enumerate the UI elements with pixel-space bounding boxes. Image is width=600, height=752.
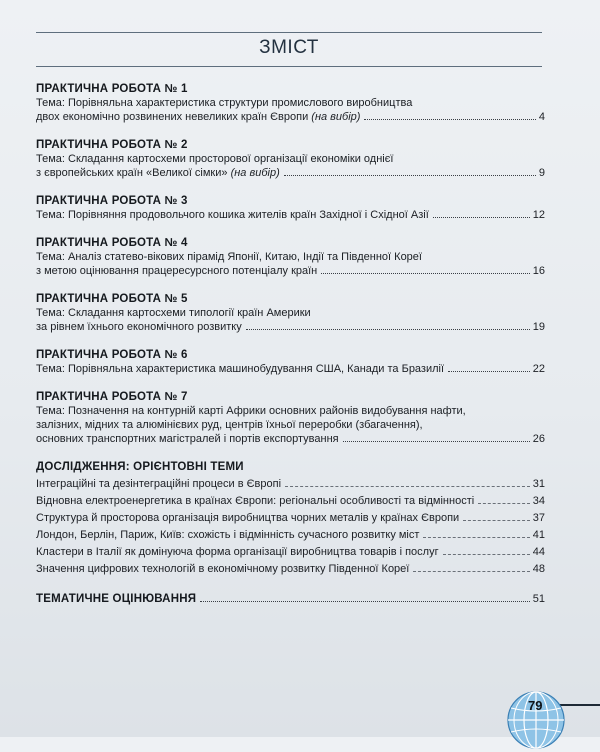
page-ref: 12	[532, 209, 545, 221]
research-topic: Значення цифрових технологій в економічному розвитку Південної Кореї	[36, 563, 410, 575]
toc-entry[interactable]	[36, 110, 545, 124]
page-ref: 26	[532, 433, 545, 445]
topic-line: Тема: Складання картосхеми просторової організації економіки однієї	[36, 153, 394, 165]
toc-entry[interactable]	[36, 545, 545, 559]
table-of-contents	[36, 82, 545, 620]
page-ref: 44	[532, 546, 545, 558]
toc-entry[interactable]	[36, 592, 545, 606]
dot-leader	[343, 441, 530, 442]
page-ref: 41	[532, 529, 545, 541]
dot-leader	[321, 273, 530, 274]
toc-entry[interactable]	[36, 528, 545, 542]
section-heading: ПРАКТИЧНА РОБОТА № 3	[36, 195, 188, 207]
toc-entry[interactable]	[36, 494, 545, 508]
research-topic: Структура й просторова організація виробництва чорних металів у країнах Європи	[36, 512, 460, 524]
section-heading: ДОСЛІДЖЕННЯ: ОРІЄНТОВНІ ТЕМИ	[36, 461, 244, 473]
section-heading: ПРАКТИЧНА РОБОТА № 6	[36, 349, 188, 361]
toc-section-research	[36, 460, 545, 576]
dot-leader	[246, 329, 530, 330]
toc-entry[interactable]	[36, 264, 545, 278]
toc-entry[interactable]	[36, 511, 545, 525]
topic-line: Тема: Складання картосхеми типології країн Америки	[36, 307, 311, 319]
research-topic: Лондон, Берлін, Париж, Київ: схожість і відмінність сучасного розвитку міст	[36, 529, 420, 541]
page-ref: 22	[532, 363, 545, 375]
dot-leader	[463, 520, 530, 521]
dot-leader	[478, 503, 530, 504]
title-bottom-rule	[36, 66, 542, 67]
page-ref: 48	[532, 563, 545, 575]
toc-section-work-4	[36, 236, 545, 278]
section-heading: ПРАКТИЧНА РОБОТА № 7	[36, 391, 188, 403]
page-ref: 16	[532, 265, 545, 277]
topic-line: залізних, мідних та алюмінієвих руд, центрів їхньої переробки (збагачення),	[36, 419, 423, 431]
toc-section-work-3	[36, 194, 545, 222]
dot-leader	[285, 486, 530, 487]
dot-leader	[413, 571, 529, 572]
section-heading: ПРАКТИЧНА РОБОТА № 5	[36, 293, 188, 305]
research-topic: Інтеграційні та дезінтеграційні процеси в Європі	[36, 478, 282, 490]
page-ref: 34	[532, 495, 545, 507]
topic-line: Тема: Порівняння продовольчого кошика жителів країн Західної і Східної Азії	[36, 209, 429, 221]
toc-section-work-6	[36, 348, 545, 376]
section-heading: ПРАКТИЧНА РОБОТА № 4	[36, 237, 188, 249]
topic-line: з європейських країн «Великої сімки» (на вибір)	[36, 167, 280, 179]
topic-line: Тема: Порівняльна характеристика структури промислового виробництва	[36, 97, 413, 109]
topic-line: Тема: Порівняльна характеристика машинобудування США, Канади та Бразилії	[36, 363, 445, 375]
toc-section-work-2	[36, 138, 545, 180]
page-ref: 51	[532, 593, 545, 605]
topic-line: двох економічно розвинених невеликих країн Європи (на вибір)	[36, 111, 361, 123]
toc-entry[interactable]	[36, 562, 545, 576]
title-top-rule	[36, 32, 542, 33]
page-ref: 9	[538, 167, 545, 179]
dot-leader	[423, 537, 529, 538]
toc-entry[interactable]	[36, 432, 545, 446]
topic-line: Тема: Аналіз статево-вікових пірамід Японії, Китаю, Індії та Південної Кореї	[36, 251, 422, 263]
page-title: ЗМІСТ	[259, 37, 319, 58]
research-topic: Відновна електроенергетика в країнах Європи: регіональні особливості та відмінності	[36, 495, 475, 507]
topic-line: Тема: Позначення на контурній карті Африки основних районів видобування нафти,	[36, 405, 466, 417]
toc-entry[interactable]	[36, 320, 545, 334]
dot-leader	[433, 217, 530, 218]
dot-leader	[443, 554, 530, 555]
topic-line: основних транспортних магістралей і портів експортування	[36, 433, 339, 445]
page-ref: 19	[532, 321, 545, 333]
toc-section-work-5	[36, 292, 545, 334]
dot-leader	[284, 175, 536, 176]
dot-leader	[448, 371, 530, 372]
page-number: 79	[528, 698, 543, 713]
note-italic: (на вибір)	[230, 167, 280, 179]
toc-entry[interactable]	[36, 477, 545, 491]
topic-line: за рівнем їхнього економічного розвитку	[36, 321, 242, 333]
toc-entry[interactable]	[36, 362, 545, 376]
toc-section-assessment	[36, 592, 545, 606]
page-ref: 37	[532, 512, 545, 524]
dot-leader	[200, 601, 530, 602]
dot-leader	[364, 119, 535, 120]
toc-section-work-7	[36, 390, 545, 446]
topic-line: з метою оцінювання працересурсного потенціалу країн	[36, 265, 318, 277]
section-heading: ПРАКТИЧНА РОБОТА № 1	[36, 83, 188, 95]
page-ref: 31	[532, 478, 545, 490]
section-heading: ТЕМАТИЧНЕ ОЦІНЮВАННЯ	[36, 593, 197, 605]
toc-entry[interactable]	[36, 166, 545, 180]
page-ref: 4	[538, 111, 545, 123]
research-topic: Кластери в Італії як домінуюча форма організації виробництва товарів і послуг	[36, 546, 439, 558]
toc-entry[interactable]	[36, 208, 545, 222]
section-heading: ПРАКТИЧНА РОБОТА № 2	[36, 139, 188, 151]
toc-section-work-1	[36, 82, 545, 124]
note-italic: (на вибір)	[311, 111, 361, 123]
